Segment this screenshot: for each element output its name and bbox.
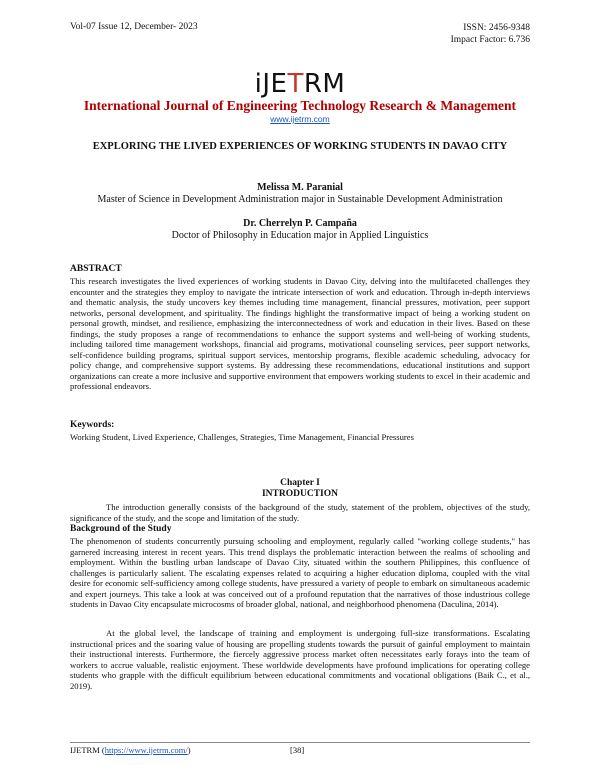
- footer-divider: [70, 742, 530, 743]
- background-paragraph: At the global level, the landscape of training and employment is undergoing full-size transformations. Escalating instructional prices and the soaring value of housing are propelling students towards the pursuit of gainful employment to maintain their instructional interests. Furthermore, the fiercely aggressive process market often necessitates early forays into the team of workers to accrue valuable, realistic enjoyment. These worldwide developments have profound implications for operating college students who grapple with the difficult equilibrium between educational commitments and vocational obligations (Baik C., et al., 2019).: [70, 628, 530, 691]
- paper-title: EXPLORING THE LIVED EXPERIENCES OF WORKING STUDENTS IN DAVAO CITY: [92, 141, 508, 152]
- footer-link[interactable]: https://www.ijetrm.com/: [104, 745, 188, 755]
- journal-identifiers: [451, 22, 530, 46]
- footer-journal: IJETRM (https://www.ijetrm.com/): [70, 745, 191, 755]
- background-heading: Background of the Study: [70, 524, 172, 534]
- chapter-number: Chapter I: [280, 478, 320, 488]
- background-paragraph: The phenomenon of students concurrently pursuing schooling and employment, regularly called "working college students," has garnered increasing interest in recent years. This trend displays the problematic interaction between the realms of schooling and employment. Within the bustling urban landscape of Davao City, situated within the southern Philippines, this confluence of challenges is particularly salient. The escalating expenses related to acquiring a higher education diploma, coupled with the vital desire for economic self-sufficiency among college students, have pressured a variety of people to embark on simultaneous academic and expert journeys. This take a look at was conceived out of a profound reputation that the narratives of those industrious college students in Davao City encapsulate microcosms of broader global, national, and neighborhood phenomena (Daculina, 2014).: [70, 536, 530, 609]
- journal-logo: iJETRM: [254, 69, 346, 99]
- abstract-text: This research investigates the lived experiences of working students in Davao City, delving into the multifaceted challenges they encounter and the strategies they employ to navigate the intricate intersection of work and education. Through in-depth interviews and thematic analysis, the study uncovers key themes including time management, financial pressures, motivation, peer support networks, personal development, and spirituality. The findings highlight the transformative impact of being a working student on personal growth, mindset, and resilience, emphasizing the interconnectedness of work and education in their lives. Based on these findings, the study proposes a range of recommendations to enhance the support systems and well-being of working students, including tailored time management workshops, financial aid programs, motivational counseling services, peer support networks, self-confidence building programs, spiritual support services, mentorship programs, flexible academic scheduling, advocacy for policy change, and comprehensive support systems. By addressing these recommendations, educational institutions and support organizations can create a more inclusive and supportive environment that empowers working students to excel in their academic and professional endeavors.: [70, 276, 530, 391]
- page-number: [38]: [290, 745, 305, 755]
- author-affiliation: Doctor of Philosophy in Education major in Applied Linguistics: [171, 230, 429, 241]
- journal-url-link[interactable]: www.ijetrm.com: [270, 114, 330, 124]
- issn: ISSN: 2456-9348: [463, 23, 530, 33]
- author-name: Dr. Cherrelyn P. Campaña: [243, 218, 357, 229]
- chapter-intro: The introduction generally consists of the background of the study, statement of the problem, objectives of the study, significance of the study, and the scope and limitation of the study.: [70, 502, 530, 523]
- keywords-text: Working Student, Lived Experience, Challenges, Strategies, Time Management, Financial Pressures: [70, 432, 414, 442]
- chapter-title: INTRODUCTION: [261, 489, 338, 499]
- keywords-heading: Keywords:: [70, 420, 115, 430]
- author-affiliation: Master of Science in Development Administration major in Sustainable Development Administration: [97, 194, 503, 205]
- volume-issue: Vol-07 Issue 12, December- 2023: [70, 22, 198, 32]
- author-name: Melissa M. Paranial: [257, 182, 343, 193]
- abstract-heading: ABSTRACT: [70, 264, 122, 274]
- impact-factor: Impact Factor: 6.736: [450, 35, 530, 45]
- journal-name: International Journal of Engineering Technology Research & Management: [83, 98, 517, 113]
